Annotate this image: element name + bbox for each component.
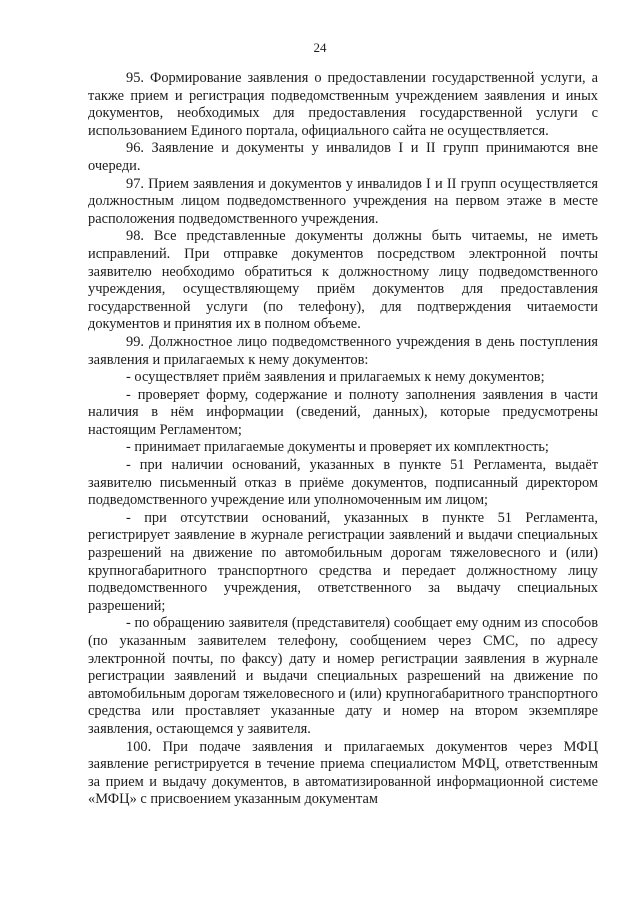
- list-item: - при отсутствии оснований, указанных в пункте 51 Регламента, регистрирует заявление в журнале регистрации заявлений и выдачи специальных разрешений на движение по автомобильным дорогам тяжеловесного и (или) крупногабаритного транспортного средства и передает должностному лицу подведомственного учреждения, ответственного за выдачу специальных разрешений;: [88, 509, 598, 614]
- list-item: - при наличии оснований, указанных в пункте 51 Регламента, выдаёт заявителю письменный отказ в приёме документов, подписанный директором подведомственного учреждение или уполномоченным им лицом;: [88, 457, 598, 509]
- list-item: - проверяет форму, содержание и полноту заполнения заявления в части наличия в нём информации (сведений, данных), которые предусмотрены настоящим Регламентом;: [88, 386, 598, 438]
- list-item: - по обращению заявителя (представителя) сообщает ему одним из способов (по указанным заявителем телефону, сообщением через СМС, по адресу электронной почты, по факсу) дату и номер регистрации заявления в журнале регистрации заявлений и выдачи специальных разрешений на движение по автомобильным дорогам тяжеловесного и (или) крупногабаритного транспортного средства или проставляет указанные дату и номер на втором экземпляре заявления, остающемся у заявителя.: [88, 615, 598, 737]
- paragraph-96: 96. Заявление и документы у инвалидов I и II групп принимаются вне очереди.: [88, 140, 598, 174]
- paragraph-95: 95. Формирование заявления о предоставлении государственной услуги, а также прием и регистрация подведомственным учреждением заявления и иных документов, необходимых для предоставления государственной услуги с использованием Единого портала, официального сайта не осуществляется.: [88, 70, 598, 139]
- list-item: - принимает прилагаемые документы и проверяет их комплектность;: [126, 439, 549, 456]
- paragraph-97: 97. Прием заявления и документов у инвалидов I и II групп осуществляется должностным лицом подведомственного учреждения на первом этаже в месте расположения подведомственного учреждения.: [88, 175, 598, 227]
- document-body: [88, 70, 598, 809]
- paragraph-98: 98. Все представленные документы должны быть читаемы, не иметь исправлений. При отправке документов посредством электронной почты заявителю необходимо обратиться к должностному лицу подведомственного учреждения, осуществляющему приём документов для предоставления государственной услуги (по телефону), для подтверждения читаемости документов и принятия их в полном объеме.: [88, 228, 598, 333]
- paragraph-100: 100. При подаче заявления и прилагаемых документов через МФЦ заявление регистрируется в течение приема специалистом МФЦ, ответственным за прием и выдачу документов, в автоматизированной информационной системе «МФЦ» с присвоением указанным документам: [88, 738, 598, 808]
- page-number: 24: [313, 40, 327, 55]
- paragraph-99: 99. Должностное лицо подведомственного учреждения в день поступления заявления и прилагаемых к нему документов:: [88, 333, 598, 368]
- list-item: - осуществляет приём заявления и прилагаемых к нему документов;: [126, 369, 545, 386]
